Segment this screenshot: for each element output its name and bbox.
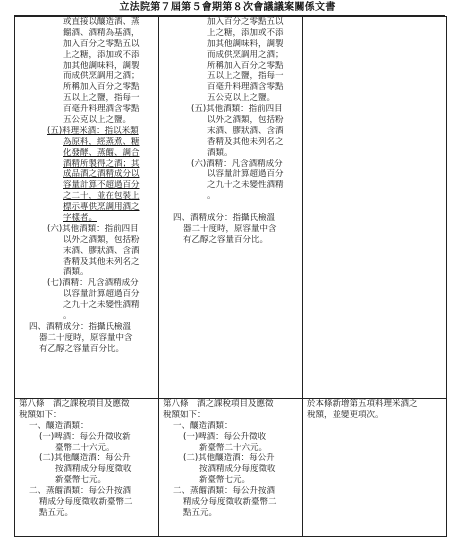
- text-line: 器二十度時，原容量中含: [39, 332, 133, 343]
- text-line: 以容量計算超過百分: [63, 289, 140, 300]
- text-line: 有乙醇之容量百分比。: [183, 234, 269, 245]
- text-line: 新臺幣七元。: [199, 475, 251, 486]
- text-line: 容量計算不超過百分: [63, 180, 140, 191]
- text-line: 所稱加入百分之零點: [63, 82, 140, 93]
- text-line: 一、釀造酒類：: [173, 420, 233, 431]
- text-line: 百毫升料理酒含零點: [63, 104, 140, 115]
- explanation-cell: [303, 399, 447, 537]
- text-line: 點五元。: [183, 507, 218, 518]
- text-line: 四、酒精成分：指攝氏檢溫: [173, 213, 276, 224]
- text-line: (六)其他酒類：指前四目: [47, 223, 139, 234]
- text-line: 酒類。: [63, 267, 89, 278]
- text-line: (一)啤酒：每公升徵收新: [39, 431, 131, 442]
- text-line: 酒精所製得之酒；其: [63, 158, 140, 169]
- text-line: 以容量計算超過百分: [207, 169, 284, 180]
- text-line: 加入百分之零點五以: [207, 17, 284, 27]
- text-line: 一、釀造酒類：: [29, 420, 89, 431]
- text-line: 酒類。: [207, 147, 233, 158]
- text-line: (七)酒精：凡含酒精成分: [47, 278, 139, 289]
- text-line: 稅額，並變更項次。: [307, 409, 384, 420]
- text-line: 稅額如下：: [163, 409, 206, 420]
- text-line: 字樣者。: [63, 213, 98, 224]
- text-line: 第八條 酒之課稅項目及應徵: [19, 399, 130, 409]
- text-line: 香精及其他未列名之: [63, 256, 140, 267]
- text-line: 臺幣二十六元。: [55, 442, 115, 453]
- text-line: 五以上之鹽，指每一: [63, 93, 140, 104]
- text-line: (二)其他釀造酒：每公升: [39, 453, 131, 464]
- text-line: (一)啤酒：每公升徵收: [183, 431, 267, 442]
- proposed-text-cell: [15, 17, 159, 399]
- text-line: 末酒、膠狀酒、含酒: [63, 245, 140, 256]
- text-line: 新臺幣七元。: [55, 475, 107, 486]
- text-line: 而成供烹調用之酒；: [207, 49, 284, 60]
- text-line: 四、酒精成分：指攝氏檢溫: [29, 321, 132, 332]
- text-line: 點五元。: [39, 507, 74, 518]
- text-line: 精成分每度徵收新臺幣二: [183, 497, 277, 508]
- current-text-cell: [159, 17, 303, 399]
- text-line: 五公克以上之鹽。: [207, 93, 276, 104]
- text-line: 加入百分之零點五以: [63, 38, 140, 49]
- text-line: 末酒、膠狀酒、含酒: [207, 125, 284, 136]
- text-line: 為原料，經蒸煮、糖: [63, 136, 140, 147]
- text-line: 。: [63, 311, 72, 322]
- text-line: 之九十之未變性酒精: [63, 300, 140, 311]
- proposed-text-cell: [15, 399, 159, 537]
- text-line: 二、蒸餾酒類：每公升按酒: [173, 486, 276, 497]
- text-line: (二)其他釀造酒：每公升: [183, 453, 275, 464]
- text-line: 有乙醇之容量百分比。: [39, 343, 125, 354]
- text-line: 而成供烹調用之酒；: [63, 71, 140, 82]
- text-line: 餾酒、酒精為基酒，: [63, 27, 140, 38]
- text-line: (五)其他酒類：指前四目: [191, 104, 283, 115]
- text-line: 按酒精成分每度徵收: [199, 464, 276, 475]
- text-line: 百毫升料理酒含零點: [207, 82, 284, 93]
- text-line: 以外之酒類，包括粉: [63, 234, 140, 245]
- explanation-cell: [303, 17, 447, 399]
- text-line: 第八條 酒之課稅項目及應徵: [163, 399, 274, 409]
- text-line: 化發酵、蒸餾、調合: [63, 147, 140, 158]
- text-line: 之九十之未變性酒精: [207, 180, 284, 191]
- text-line: (五)料理米酒：指以米類: [47, 125, 139, 136]
- text-line: 成品酒之酒精成分以: [63, 169, 140, 180]
- text-line: 。: [207, 191, 216, 202]
- text-line: 上之糖，添加或不添: [63, 49, 140, 60]
- spacer: [159, 202, 298, 213]
- text-line: 以外之酒類，包括粉: [207, 115, 284, 126]
- text-line: 稅額如下：: [19, 409, 62, 420]
- current-text-cell: [159, 399, 303, 537]
- text-line: 標示專供烹調用酒之: [63, 202, 140, 213]
- text-line: 按酒精成分每度徵收: [55, 464, 132, 475]
- text-line: 加其他調味料，調製: [207, 38, 284, 49]
- text-line: 加其他調味料，調製: [63, 60, 140, 71]
- document-header: 立法院第７屆第５會期第８次會議議案關係文書: [119, 2, 336, 13]
- text-line: 新臺幣二十六元。: [199, 442, 268, 453]
- text-line: (六)酒精：凡含酒精成分: [191, 158, 283, 169]
- text-line: 所稱加入百分之零點: [207, 60, 284, 71]
- text-line: 上之糖，添加或不添: [207, 27, 284, 38]
- text-line: 精成分每度徵收新臺幣二: [39, 497, 133, 508]
- text-line: 或直接以釀造酒、蒸: [63, 17, 140, 27]
- text-line: 五以上之鹽，指每一: [207, 71, 284, 82]
- text-line: 於本條新增第五項料理米酒之: [307, 399, 418, 409]
- text-line: 五公克以上之鹽。: [63, 115, 132, 126]
- text-line: 之二十，並在包裝上: [63, 191, 140, 202]
- table-row: [15, 17, 447, 399]
- text-line: 香精及其他未列名之: [207, 136, 284, 147]
- text-line: 器二十度時，原容量中含: [183, 224, 277, 235]
- text-line: 二、蒸餾酒類：每公升按酒: [29, 486, 132, 497]
- comparison-table: [14, 16, 447, 537]
- table-row: [15, 399, 447, 537]
